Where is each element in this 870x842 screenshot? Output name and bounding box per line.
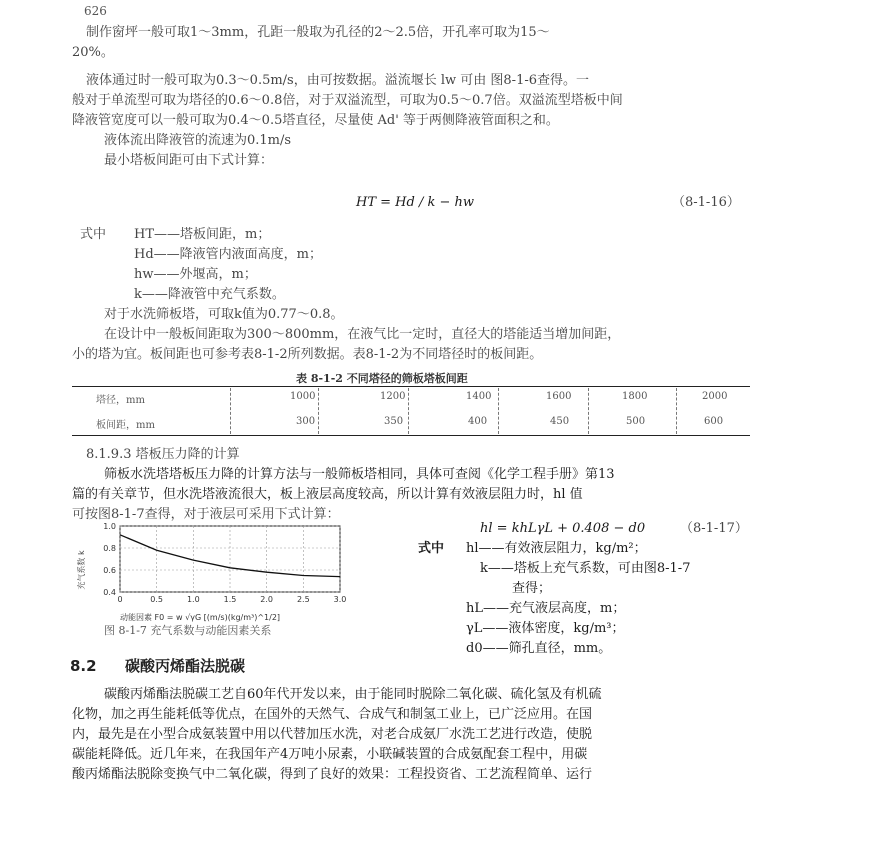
definition-line: hw——外堰高，m； (134, 267, 257, 282)
table-row-label: 塔径，mm (96, 395, 145, 406)
figure-caption: 图 8-1-7 充气系数与动能因素关系 (104, 624, 272, 637)
table-cell: 1600 (546, 391, 572, 402)
formula-8-1-17: hl = khLγL + 0.408 − d0 (480, 521, 646, 536)
subsection-heading: 8.1.9.3 塔板压力降的计算 (86, 447, 240, 462)
paragraph-line: 酸丙烯酯法脱除变换气中二氧化碳，得到了良好的效果：工程投资省、工艺流程简单、运行 (72, 767, 593, 782)
paragraph-line: 筛板水洗塔塔板压力降的计算方法与一般筛板塔相同，具体可查阅《化学工程手册》第13 (104, 467, 615, 482)
definition-line: k——降液管中充气系数。 (134, 287, 285, 302)
paragraph-line: 小的塔为宜。板间距也可参考表8-1-2所列数据。表8-1-2为不同塔径时的板间距。 (72, 347, 543, 362)
y-tick-label: 0.8 (103, 544, 116, 553)
where-label: 式中 (418, 541, 445, 556)
paragraph-line: 篇的有关章节，但水洗塔液流很大，板上液层高度较高，所以计算有效液层阻力时，hl 值 (72, 487, 583, 502)
table-cell: 300 (296, 416, 316, 427)
k-vs-f0-chart (70, 518, 370, 624)
table-cell: 1800 (622, 391, 648, 402)
table-cell: 1400 (466, 391, 492, 402)
x-tick-label: 3.0 (333, 595, 347, 604)
table-col-divider (588, 388, 589, 434)
definition-line: Hd——降液管内液面高度，m； (134, 247, 322, 262)
x-tick-label: 0 (117, 595, 123, 604)
table-row-label: 板间距，mm (96, 420, 155, 431)
x-tick-label: 1.0 (186, 595, 200, 604)
paragraph-line: 在设计中一般板间距取为300～800mm，在液气比一定时，直径大的塔能适当增加间距， (104, 327, 621, 342)
definition-line: hL——充气液层高度，m； (466, 601, 626, 616)
formula-number: （8-1-16） (672, 195, 740, 210)
paragraph-line: 液体通过时一般可取为0.3～0.5m/s，由可按数据。溢流堰长 lw 可由 图8-1-6查得。一 (86, 73, 590, 88)
table-top-rule (72, 386, 750, 387)
paragraph-line: 20%。 (72, 45, 114, 60)
table-col-divider (408, 388, 409, 434)
table-cell: 1000 (290, 391, 316, 402)
x-tick-label: 2.5 (296, 595, 310, 604)
paragraph-line: 降液管宽度可以一般可取为0.4～0.5塔直径，尽量使 Ad' 等于两侧降液管面积之和。 (72, 113, 559, 128)
section-number: 8.2 (70, 657, 97, 675)
definition-line: HT——塔板间距，m； (134, 227, 271, 242)
chart-x-label: 动能因素 F0 = w √γG [(m/s)(kg/m³)^1/2] (120, 613, 281, 622)
table-cell: 500 (626, 416, 646, 427)
where-label: 式中 (80, 227, 107, 242)
y-tick-label: 0.6 (103, 566, 116, 575)
table-cell: 1200 (380, 391, 406, 402)
table-cell: 400 (468, 416, 488, 427)
paragraph-line: 液体流出降液管的流速为0.1m/s (104, 133, 292, 148)
definition-line: d0——筛孔直径，mm。 (466, 641, 612, 656)
table-col-divider (498, 388, 499, 434)
paragraph-line: 内，最先是在小型合成氨装置中用以代替加压水洗，对老合成氨厂水洗工艺进行改造，使脱 (72, 727, 593, 742)
formula-8-1-16: HT = Hd / k − hw (356, 195, 475, 210)
paragraph-line: 对于水洗筛板塔，可取k值为0.77～0.8。 (104, 307, 344, 322)
paragraph-line: 制作窗坪一般可取1～3mm，孔距一般取为孔径的2～2.5倍，开孔率可取为15～ (86, 25, 550, 40)
table-cell: 450 (550, 416, 570, 427)
y-tick-label: 1.0 (103, 522, 116, 531)
definition-line: γL——液体密度，kg/m³； (466, 621, 625, 636)
chart-y-label: 充气系数 k (77, 550, 86, 590)
y-tick-label: 0.4 (103, 588, 116, 597)
table-cell: 600 (704, 416, 724, 427)
table-bottom-rule (72, 435, 750, 436)
section-heading (70, 655, 245, 676)
paragraph-line: 碳酸丙烯酯法脱碳工艺自60年代开发以来，由于能同时脱除二氧化碳、硫化氢及有机硫 (104, 687, 602, 702)
paragraph-line: 般对于单流型可取为塔径的0.6～0.8倍，对于双溢流型，可取为0.5～0.7倍。双溢流型塔板中间 (72, 93, 623, 108)
figure-8-1-7 (70, 518, 370, 624)
x-tick-label: 2.0 (260, 595, 274, 604)
table-caption: 表 8-1-2 不同塔径的筛板塔板间距 (296, 372, 468, 385)
paragraph-line: 最小塔板间距可由下式计算： (104, 153, 274, 168)
definition-line: 查得； (512, 581, 552, 596)
table-col-divider (676, 388, 677, 434)
formula-number: （8-1-17） (680, 521, 748, 536)
paragraph-line: 化物，加之再生能耗低等优点，在国外的天然气、合成气和制氢工业上，已广泛应用。在国 (72, 707, 593, 722)
table-col-divider (230, 388, 231, 434)
table-cell: 2000 (702, 391, 728, 402)
x-tick-label: 1.5 (223, 595, 237, 604)
paragraph-line: 碳能耗降低。近几年来，在我国年产4万吨小尿素，小联碱装置的合成氨配套工程中，用碳 (72, 747, 588, 762)
section-title: 碳酸丙烯酯法脱碳 (125, 657, 246, 675)
paragraph-line: 可按图8-1-7查得，对于液层可采用下式计算： (72, 507, 340, 522)
x-tick-label: 0.5 (150, 595, 164, 604)
table-col-divider (318, 388, 319, 434)
table-cell: 350 (384, 416, 404, 427)
definition-line: k——塔板上充气系数，可由图8-1-7 (480, 561, 691, 576)
definition-line: hl——有效液层阻力，kg/m²； (466, 541, 647, 556)
page-number: 626 (84, 4, 107, 18)
